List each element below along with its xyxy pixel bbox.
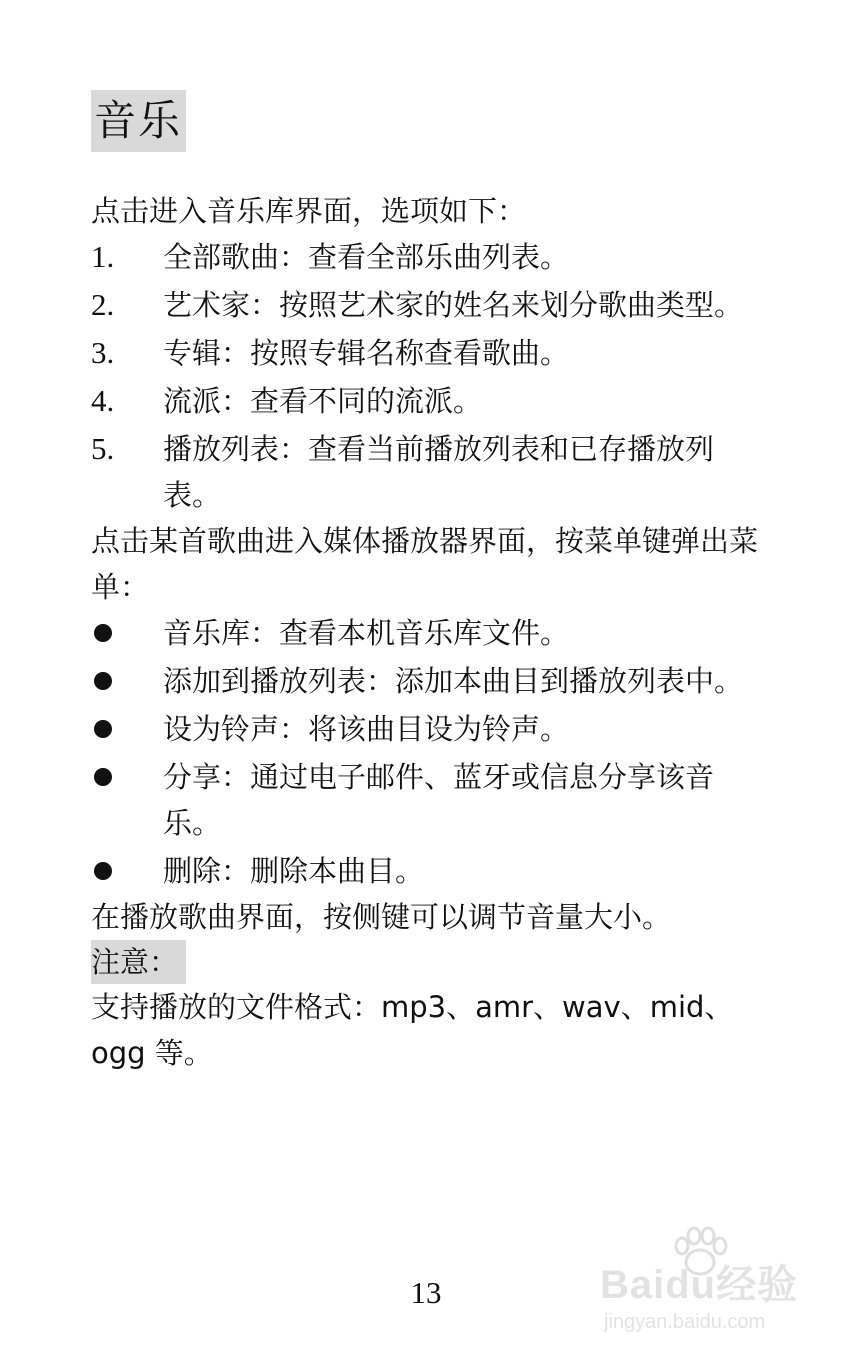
list-number: 2. bbox=[91, 287, 115, 322]
bullet-icon bbox=[91, 610, 163, 656]
watermark-url: jingyan.baidu.com bbox=[604, 1311, 766, 1333]
list-item-text: 设为铃声：将该曲目设为铃声。 bbox=[163, 712, 570, 746]
watermark-logo: Baidu经验 bbox=[600, 1263, 799, 1307]
list-item bbox=[91, 848, 771, 894]
player-menu-list bbox=[91, 610, 771, 894]
bullet-icon bbox=[91, 706, 163, 752]
list-number: 1. bbox=[91, 239, 115, 274]
list-item-text: 删除：删除本曲目。 bbox=[163, 854, 425, 888]
list-item-text: 流派：查看不同的流派。 bbox=[163, 384, 483, 418]
list-item bbox=[91, 426, 771, 518]
paw-icon bbox=[670, 1226, 730, 1278]
list-item-text: 分享：通过电子邮件、蓝牙或信息分享该音乐。 bbox=[163, 760, 715, 840]
list-item-text: 添加到播放列表：添加本曲目到播放列表中。 bbox=[163, 664, 744, 698]
bullet-icon bbox=[91, 848, 163, 894]
library-options-list bbox=[91, 234, 771, 518]
list-item bbox=[91, 330, 771, 376]
list-item bbox=[91, 658, 771, 704]
list-item bbox=[91, 754, 771, 846]
list-item-text: 音乐库：查看本机音乐库文件。 bbox=[163, 616, 570, 650]
note-label: 注意： bbox=[91, 940, 186, 984]
document-page bbox=[91, 90, 771, 1076]
list-item-text: 全部歌曲：查看全部乐曲列表。 bbox=[163, 240, 570, 274]
player-intro-paragraph: 点击某首歌曲进入媒体播放器界面，按菜单键弹出菜单： bbox=[91, 524, 759, 604]
list-item-text: 专辑：按照专辑名称查看歌曲。 bbox=[163, 336, 570, 370]
list-number: 5. bbox=[91, 431, 115, 466]
section-heading: 音乐 bbox=[91, 90, 186, 152]
baidu-watermark bbox=[600, 1228, 800, 1333]
volume-paragraph: 在播放歌曲界面，按侧键可以调节音量大小。 bbox=[91, 900, 672, 934]
list-item bbox=[91, 378, 771, 424]
bullet-icon bbox=[91, 754, 163, 846]
page-number: 13 bbox=[410, 1275, 442, 1310]
list-number: 3. bbox=[91, 335, 115, 370]
list-item bbox=[91, 234, 771, 280]
bullet-icon bbox=[91, 658, 163, 704]
list-item bbox=[91, 706, 771, 752]
list-number: 4. bbox=[91, 383, 115, 418]
list-item bbox=[91, 282, 771, 328]
formats-paragraph: 支持播放的文件格式：mp3、amr、wav、mid、ogg 等。 bbox=[91, 990, 734, 1070]
list-item-text: 播放列表：查看当前播放列表和已存播放列表。 bbox=[163, 432, 715, 512]
list-item bbox=[91, 610, 771, 656]
list-item-text: 艺术家：按照艺术家的姓名来划分歌曲类型。 bbox=[163, 288, 744, 322]
intro-paragraph: 点击进入音乐库界面，选项如下： bbox=[91, 194, 527, 228]
